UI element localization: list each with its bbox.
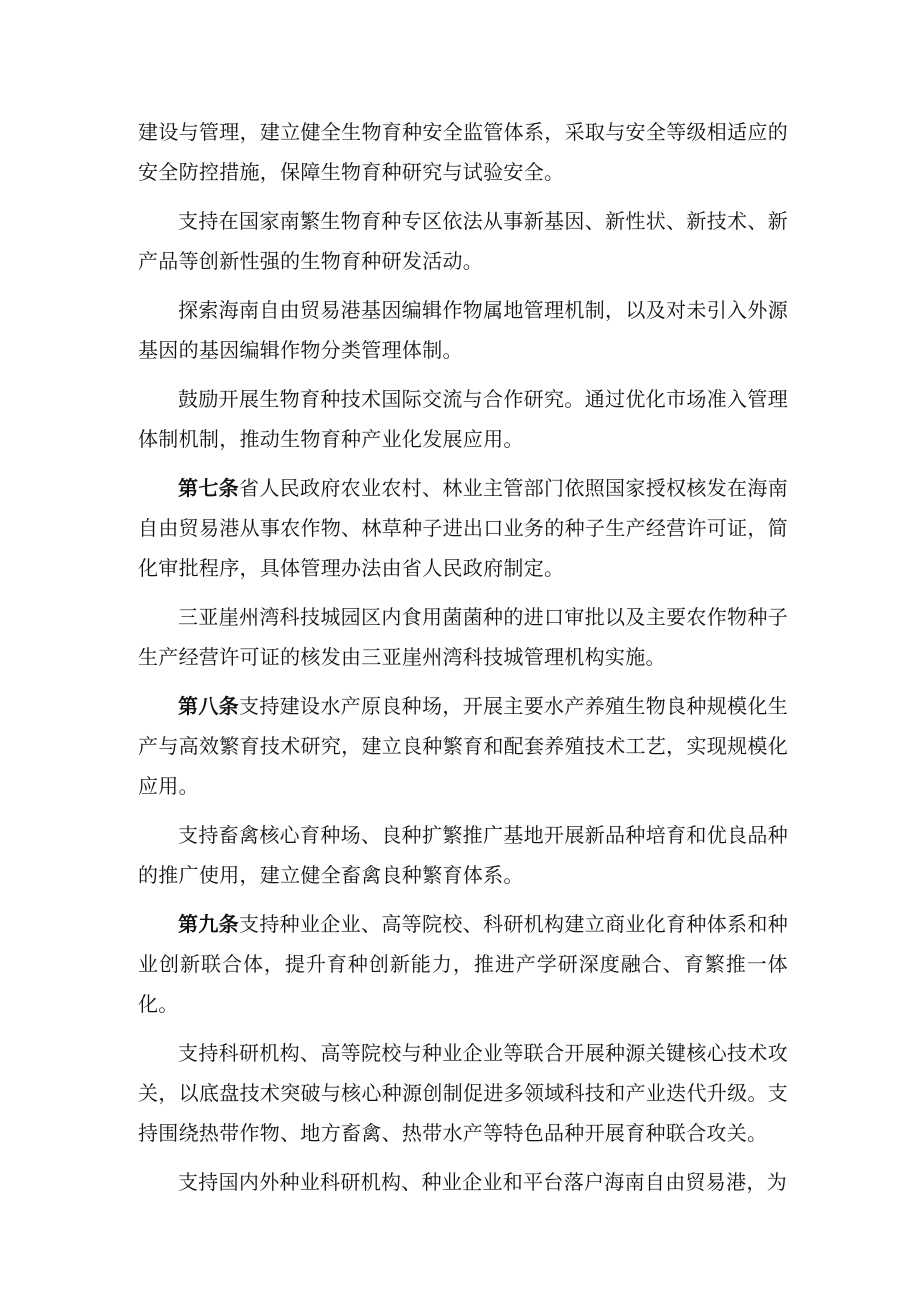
paragraph-text: 支持建设水产原良种场，开展主要水产养殖生物良种规模化生产与高效繁育技术研究，建立良种繁育和配套养殖技术工艺，实现规模化应用。 [138, 694, 788, 798]
article-number: 第七条 [178, 476, 240, 500]
article-number: 第九条 [178, 912, 240, 936]
paragraph-text: 省人民政府农业农村、林业主管部门依照国家授权核发在海南自由贸易港从事农作物、林草种子进出口业务的种子生产经营许可证，简化审批程序，具体管理办法由省人民政府制定。 [138, 476, 788, 580]
article-paragraph [138, 686, 788, 806]
article-paragraph [138, 468, 788, 588]
body-paragraph [138, 201, 788, 281]
body-paragraph [138, 597, 788, 677]
paragraph-text: 支持科研机构、高等院校与种业企业等联合开展种源关键核心技术攻关，以底盘技术突破与核心种源创制促进多领域科技和产业迭代升级。支持围绕热带作物、地方畜禽、热带水产等特色品种开展育种联合攻关。 [138, 1041, 788, 1145]
body-paragraph [138, 1033, 788, 1153]
article-number: 第八条 [178, 694, 240, 718]
paragraph-text: 支持国内外种业科研机构、种业企业和平台落户海南自由贸易港，为 [178, 1170, 787, 1194]
article-paragraph [138, 904, 788, 1024]
paragraph-text: 探索海南自由贸易港基因编辑作物属地管理机制，以及对未引入外源基因的基因编辑作物分类管理体制。 [138, 298, 788, 362]
paragraph-text: 三亚崖州湾科技城园区内食用菌菌种的进口审批以及主要农作物种子生产经营许可证的核发由三亚崖州湾科技城管理机构实施。 [138, 605, 788, 669]
body-paragraph [138, 290, 788, 370]
paragraph-text: 支持在国家南繁生物育种专区依法从事新基因、新性状、新技术、新产品等创新性强的生物育种研发活动。 [138, 209, 788, 273]
body-paragraph [138, 379, 788, 459]
paragraph-text: 建设与管理，建立健全生物育种安全监管体系，采取与安全等级相适应的安全防控措施，保障生物育种研究与试验安全。 [138, 120, 788, 184]
document-body [138, 112, 788, 1211]
paragraph-text: 支持畜禽核心育种场、良种扩繁推广基地开展新品种培育和优良品种的推广使用，建立健全畜禽良种繁育体系。 [138, 823, 788, 887]
body-paragraph [138, 112, 788, 192]
body-paragraph [138, 815, 788, 895]
paragraph-text: 支持种业企业、高等院校、科研机构建立商业化育种体系和种业创新联合体，提升育种创新能力，推进产学研深度融合、育繁推一体化。 [138, 912, 788, 1016]
body-paragraph [138, 1162, 788, 1202]
paragraph-text: 鼓励开展生物育种技术国际交流与合作研究。通过优化市场准入管理体制机制，推动生物育种产业化发展应用。 [138, 387, 788, 451]
